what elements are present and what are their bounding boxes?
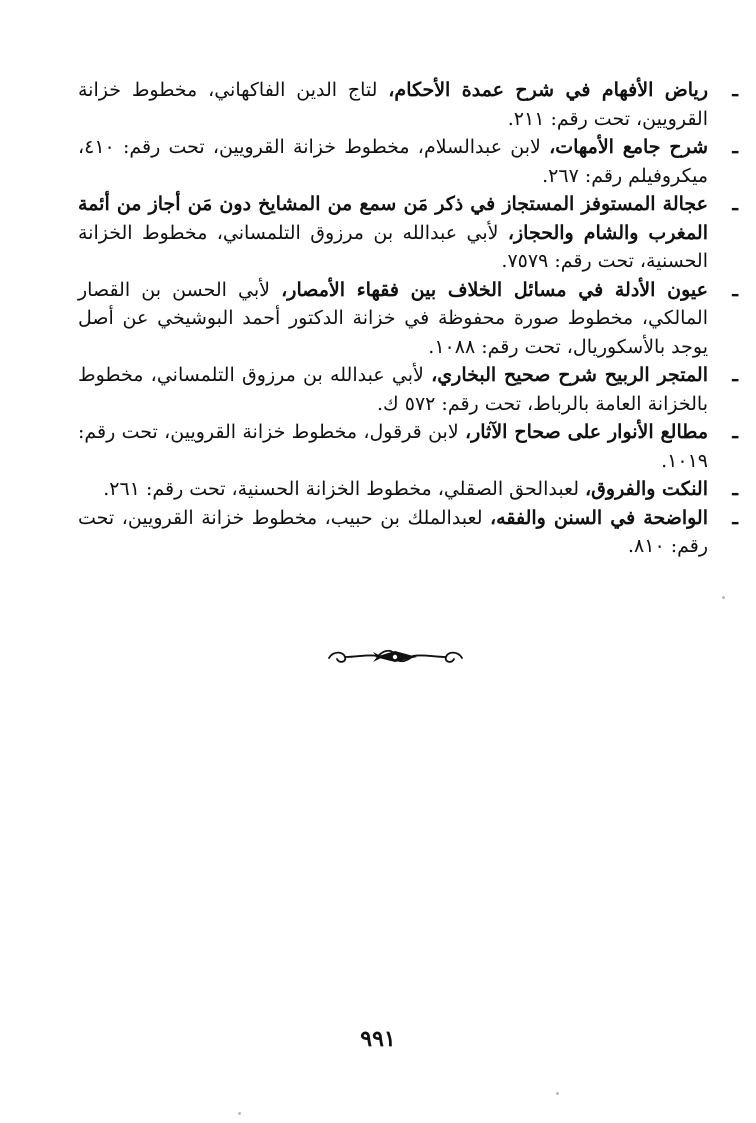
bibliography-entry [78,475,738,504]
entry-title: رياض الأفهام في شرح عمدة الأحكام، [388,79,708,101]
entry-details: لابن قرقول، مخطوط خزانة القرويين، تحت رقم: ١٠١٩. [78,421,708,472]
entry-dash: ـ [732,364,738,386]
entry-details: لأبي عبدالله بن مرزوق التلمساني، مخطوط الخزانة الحسنية، تحت رقم: ٧٥٧٩. [78,221,708,272]
entry-details: لأبي عبدالله بن مرزوق التلمساني، مخطوط بالخزانة العامة بالرباط، تحت رقم: ٥٧٢ ك. [78,364,708,415]
entry-dash: ـ [732,136,738,158]
entry-dash: ـ [732,79,738,101]
entry-dash: ـ [732,193,738,215]
entry-title: الواضحة في السنن والفقه، [490,506,709,529]
entry-title: مطالع الأنوار على صحاح الآثار، [464,421,708,443]
scan-speck [722,596,725,599]
entry-title: عيون الأدلة في مسائل الخلاف بين فقهاء الأمصار، [281,278,708,301]
page-number: ٩٩١ [360,1026,396,1052]
bibliography-list [78,76,738,561]
entry-title: النكت والفروق، [585,478,708,500]
entry-title: شرح جامع الأمهات، [549,136,708,158]
entry-title: عجالة المستوفز المستجاز في ذكر مَن سمع من المشايخ دون مَن أجاز من أئمة المغرب والشام والحجاز، [78,193,708,244]
scan-speck [556,1092,559,1095]
entry-details: لعبدالحق الصقلي، مخطوط الخزانة الحسنية، تحت رقم: ٢٦١. [103,478,586,500]
entry-details: لابن عبدالسلام، مخطوط خزانة القرويين، تحت رقم: ٤١٠، ميكروفيلم رقم: ٢٦٧. [78,136,708,187]
bibliography-entry [78,504,738,561]
divider-ornament-icon [323,640,468,674]
entry-details: لتاج الدين الفاكهاني، مخطوط خزانة القرويين، تحت رقم: ٢١١. [78,79,708,130]
entry-title: المتجر الربيح شرح صحيح البخاري، [431,364,708,386]
entry-details: لأبي الحسن بن القصار المالكي، مخطوط صورة محفوظة في خزانة الدكتور أحمد البوشيخي عن أصل يوجد بالأسكوريال، تحت رقم: ١٠٨٨. [78,278,708,358]
entry-dash: ـ [732,506,738,529]
bibliography-entry [78,276,738,362]
scan-speck [238,1112,241,1115]
bibliography-entry [78,361,738,418]
entry-details: لعبدالملك بن حبيب، مخطوط خزانة القرويين، تحت رقم: ٨١٠. [78,506,708,557]
entry-dash: ـ [732,478,738,500]
bibliography-entry [78,76,738,133]
bibliography-entry [78,133,738,190]
bibliography-entry [78,190,738,276]
entry-dash: ـ [732,278,738,301]
bibliography-entry [78,418,738,475]
entry-dash: ـ [732,421,738,443]
